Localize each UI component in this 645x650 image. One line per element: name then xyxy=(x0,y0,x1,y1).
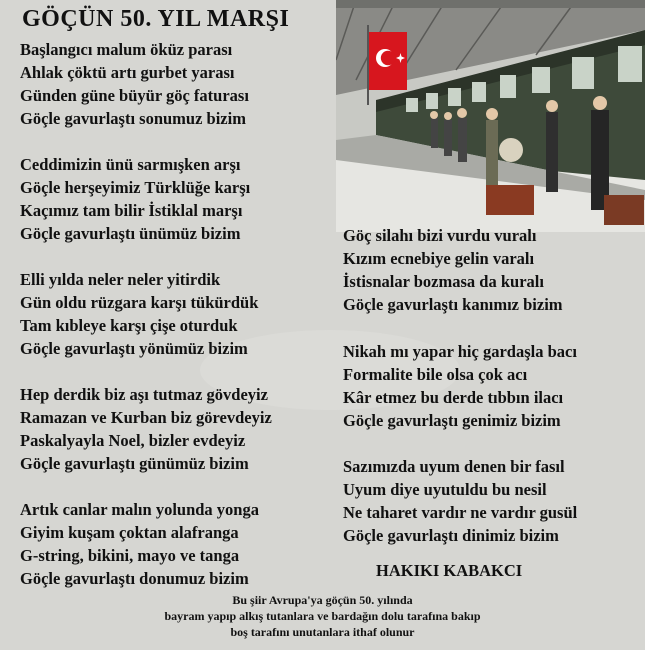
poem-line: Ne taharet vardır ne vardır gusül xyxy=(343,503,578,522)
poem-line: Formalite bile olsa çok acı xyxy=(343,365,528,384)
poem-stanza-1 xyxy=(20,38,249,130)
dedication-line: bayram yapıp alkış tutanlara ve bardağın dolu tarafına bakıp xyxy=(164,609,481,623)
poem-line: Artık canlar malın yolunda yonga xyxy=(20,500,259,519)
poem-stanza-3 xyxy=(20,268,258,360)
poem-stanza-2 xyxy=(20,153,250,245)
train-station-photo xyxy=(336,0,645,232)
poem-line: Giyim kuşam çoktan alafranga xyxy=(20,523,239,542)
poem-line: Ramazan ve Kurban biz görevdeyiz xyxy=(20,408,272,427)
poem-line: Göçle gavurlaştı kanımız bizim xyxy=(343,295,563,314)
poem-line: Göçle herşeyimiz Türklüğe karşı xyxy=(20,178,251,197)
poem-line: Ahlak çöktü artı gurbet yarası xyxy=(20,63,235,82)
turkish-flag xyxy=(369,32,407,90)
poem-line: G-string, bikini, mayo ve tanga xyxy=(20,546,240,565)
poem-title: GÖÇÜN 50. YIL MARŞI xyxy=(22,6,290,32)
poem-line: Günden güne büyür göç faturası xyxy=(20,86,249,105)
poem-line: Göçle gavurlaştı dinimiz bizim xyxy=(343,526,559,545)
poem-line: Ceddimizin ünü sarmışken arşı xyxy=(20,155,241,174)
poem-line: Göçle gavurlaştı donumuz bizim xyxy=(20,569,249,588)
poem-stanza-8 xyxy=(343,455,577,547)
dedication-footer xyxy=(0,592,645,640)
poem-line: Başlangıcı malum öküz parası xyxy=(20,40,233,59)
poem-line: Göçle gavurlaştı genimiz bizim xyxy=(343,411,561,430)
poem-line: Göç silahı bizi vurdu vuralı xyxy=(343,226,537,245)
dedication-line: boş tarafını unutanlara ithaf olunur xyxy=(230,625,415,639)
poem-line: Tam kıbleye karşı çişe oturduk xyxy=(20,316,238,335)
poem-line: Göçle gavurlaştı ünümüz bizim xyxy=(20,224,241,243)
poem-line: Gün oldu rüzgara karşı tükürdük xyxy=(20,293,259,312)
poem-line: İstisnalar bozmasa da kuralı xyxy=(343,272,544,291)
poem-line: Kaçımız tam bilir İstiklal marşı xyxy=(20,201,243,220)
dedication-line: Bu şiir Avrupa'ya göçün 50. yılında xyxy=(232,593,413,607)
poem-line: Paskalyayla Noel, bizler evdeyiz xyxy=(20,431,246,450)
poem-stanza-4 xyxy=(20,383,272,475)
poem-line: Göçle gavurlaştı sonumuz bizim xyxy=(20,109,246,128)
poem-line: Nikah mı yapar hiç gardaşla bacı xyxy=(343,342,577,361)
poem-stanza-7 xyxy=(343,340,577,432)
poem-stanza-5 xyxy=(20,498,259,590)
poem-line: Göçle gavurlaştı günümüz bizim xyxy=(20,454,249,473)
poem-line: Sazımızda uyum denen bir fasıl xyxy=(343,457,565,476)
poem-line: Kızım ecnebiye gelin varalı xyxy=(343,249,535,268)
poem-stanza-6 xyxy=(343,224,563,316)
poem-line: Elli yılda neler neler yitirdik xyxy=(20,270,221,289)
poem-line: Hep derdik biz aşı tutmaz gövdeyiz xyxy=(20,385,268,404)
poem-line: Uyum diye uyutuldu bu nesil xyxy=(343,480,547,499)
poem-author: HAKIKI KABAKCI xyxy=(376,561,523,580)
poem-line: Göçle gavurlaştı yönümüz bizim xyxy=(20,339,248,358)
poem-line: Kâr etmez bu derde tıbbın ilacı xyxy=(343,388,564,407)
